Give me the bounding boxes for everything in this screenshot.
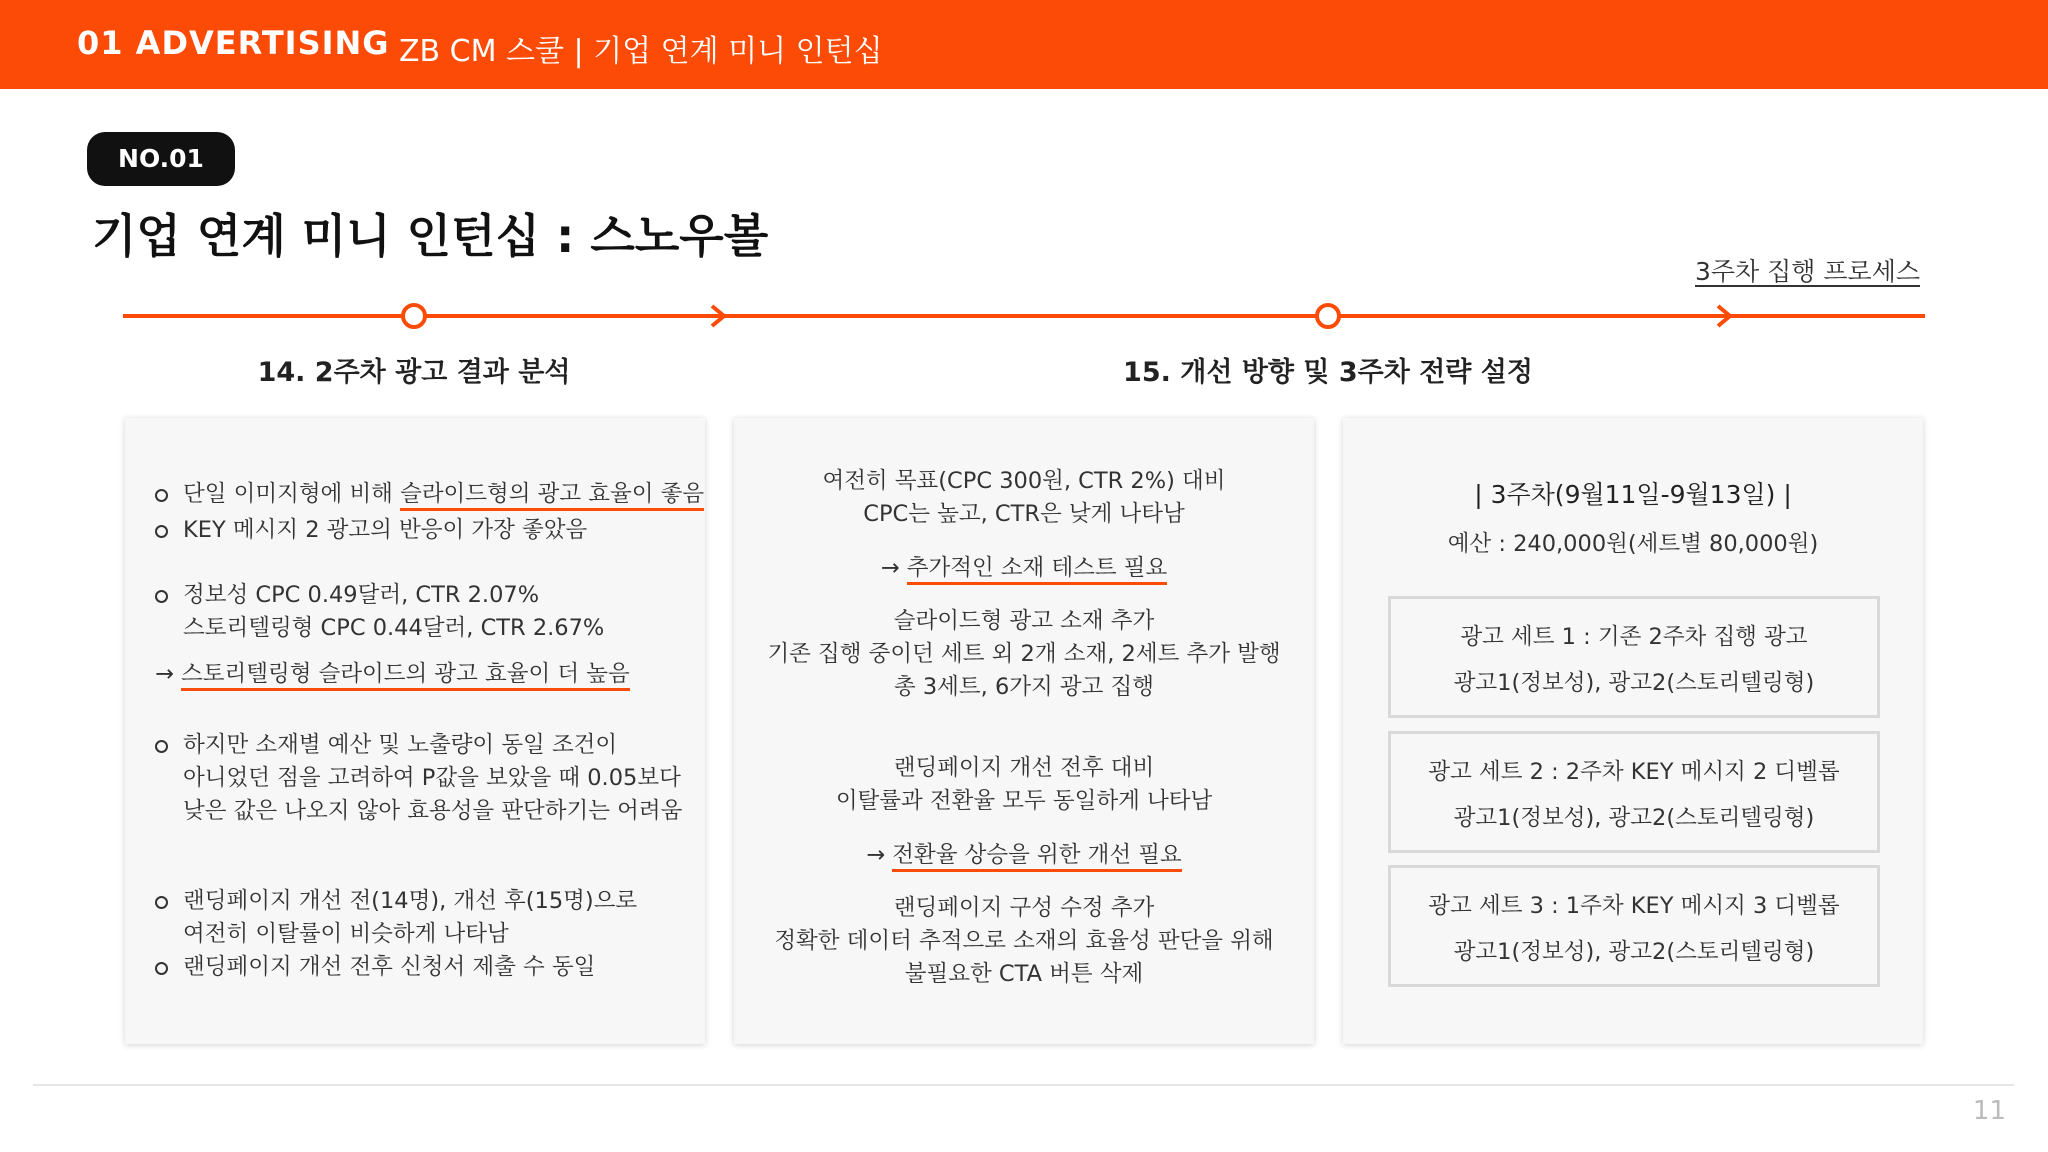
bullet-text-cont: 스토리텔링형 CPC 0.44달러, CTR 2.67%	[183, 615, 605, 641]
highlight-text: 전환율 상승을 위한 개선 필요	[892, 842, 1181, 872]
conclusion-line	[734, 839, 1314, 872]
period-heading: | 3주차(9월11일-9월13일) |	[1474, 480, 1792, 509]
page-title: 기업 연계 미니 인턴십 : 스노우볼	[92, 209, 769, 263]
text-line: 슬라이드형 광고 소재 추가	[893, 608, 1155, 634]
ad-set-ads: 광고1(정보성), 광고2(스토리텔링형)	[1453, 939, 1815, 965]
text-line: 불필요한 CTA 버튼 삭제	[904, 961, 1144, 987]
highlight-text: 스토리텔링형 슬라이드의 광고 효율이 더 높음	[181, 661, 630, 691]
conclusion-line	[155, 658, 630, 691]
bullet-item: KEY 메시지 2 광고의 반응이 가장 좋았음	[155, 514, 587, 547]
highlight-text: 슬라이드형의 광고 효율이 좋음	[400, 481, 704, 511]
timeline	[0, 0, 2048, 380]
bullet-text: 단일 이미지형에 비해	[183, 481, 401, 507]
ad-set-ads: 광고1(정보성), 광고2(스토리텔링형)	[1453, 805, 1815, 831]
week3-plan-card	[1343, 418, 1923, 1044]
arrow-icon: →	[155, 661, 174, 687]
text-line: 이탈률과 전환율 모두 동일하게 나타남	[835, 788, 1213, 814]
bullet-item: 랜딩페이지 개선 전후 신청서 제출 수 동일	[155, 951, 595, 984]
page-number: 11	[1972, 1096, 2006, 1126]
text-line: CPC는 높고, CTR은 낮게 나타남	[863, 501, 1185, 527]
ad-set-box	[1388, 731, 1880, 853]
text-line: 랜딩페이지 개선 전후 대비	[893, 755, 1155, 781]
highlight-text: 추가적인 소재 테스트 필요	[907, 555, 1168, 585]
text-line: 랜딩페이지 구성 수정 추가	[893, 895, 1155, 921]
bullet-text-cont: 아니었던 점을 고려하여 P값을 보았을 때 0.05보다	[183, 765, 681, 791]
budget-text: 예산 : 240,000원(세트별 80,000원)	[1447, 531, 1819, 557]
bullet-item: 하지만 소재별 예산 및 노출량이 동일 조건이	[155, 729, 617, 762]
bullet-text-cont: 여전히 이탈률이 비슷하게 나타남	[183, 921, 509, 947]
timeline-node-2	[1317, 305, 1339, 327]
footer-divider	[33, 1084, 2014, 1086]
arrow-icon: →	[866, 842, 886, 868]
ad-set-box	[1388, 596, 1880, 718]
bullet-text-cont: 낮은 값은 나오지 않아 효용성을 판단하기는 어려움	[183, 798, 683, 824]
bullet-item	[155, 478, 704, 511]
ad-set-name: 광고 세트 1 : 기존 2주차 집행 광고	[1460, 624, 1808, 650]
ad-set-ads: 광고1(정보성), 광고2(스토리텔링형)	[1453, 670, 1815, 696]
number-badge: NO.01	[87, 132, 235, 186]
improvement-card	[734, 418, 1314, 1044]
bullet-item: 정보성 CPC 0.49달러, CTR 2.07%	[155, 579, 539, 612]
ad-set-name: 광고 세트 2 : 2주차 KEY 메시지 2 디벨롭	[1428, 759, 1840, 785]
header-subtitle: ZB CM 스쿨 | 기업 연계 미니 인턴십	[399, 34, 883, 69]
timeline-node-1	[403, 305, 425, 327]
arrow-icon: →	[880, 555, 900, 581]
step-title-15: 15. 개선 방향 및 3주차 전략 설정	[1123, 357, 1533, 388]
section-label: 01 ADVERTISING	[77, 24, 390, 62]
analysis-card	[125, 418, 705, 1044]
text-line: 기존 집행 중이던 세트 외 2개 소재, 2세트 추가 발행	[767, 641, 1281, 667]
ad-set-box	[1388, 865, 1880, 987]
process-link[interactable]: 3주차 집행 프로세스	[1695, 257, 1920, 286]
ad-set-name: 광고 세트 3 : 1주차 KEY 메시지 3 디벨롭	[1428, 893, 1840, 919]
step-title-14: 14. 2주차 광고 결과 분석	[257, 357, 571, 388]
conclusion-line	[734, 552, 1314, 585]
text-line: 여전히 목표(CPC 300원, CTR 2%) 대비	[822, 468, 1226, 494]
text-line: 정확한 데이터 추적으로 소재의 효율성 판단을 위해	[774, 928, 1274, 954]
text-line: 총 3세트, 6가지 광고 집행	[893, 674, 1154, 700]
bullet-item: 랜딩페이지 개선 전(14명), 개선 후(15명)으로	[155, 885, 637, 918]
